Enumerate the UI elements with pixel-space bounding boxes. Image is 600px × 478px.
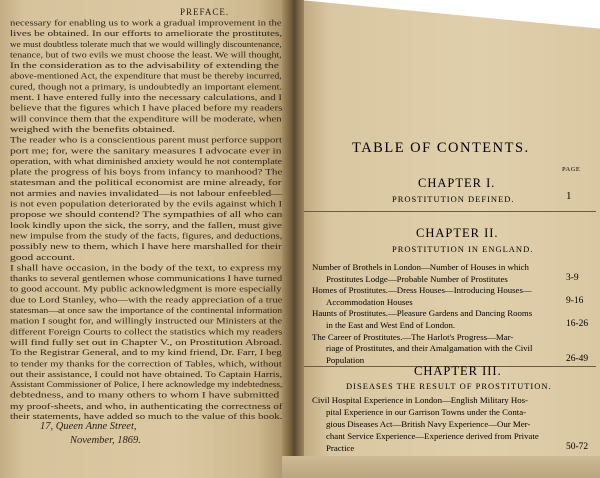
preface-line: not armies and navies invalidated—is not labour enfeebled— <box>10 188 283 198</box>
preface-line: out their assistance, I could not have obtained. To Captain Harris, <box>10 369 283 379</box>
preface-line: look kindly upon the sick, the sorry, and the fallen, must give <box>10 220 282 230</box>
toc-entry-text: riage of Prostitutes, and their Amalgamation with the Civil <box>326 343 533 354</box>
chapter-1-number: CHAPTER I. <box>418 176 496 190</box>
preface-line: is not even population deteriorated by the evils against which I <box>10 199 283 209</box>
preface-line: my proof-sheets, and who, in authenticating the correctness of <box>10 401 283 411</box>
preface-line: necessary for enabling us to work a gradual improvement in the <box>10 18 282 28</box>
chapter-2-subtitle: PROSTITUTION IN ENGLAND. <box>392 244 534 254</box>
toc-entry-text: Accommodation Houses <box>326 296 413 307</box>
preface-line: above-mentioned Act, the expenditure that must be thereby incurred, <box>10 71 282 81</box>
toc-entry-text: Number of Brothels in London—Number of Houses in which <box>312 262 529 272</box>
book-gutter <box>282 0 304 478</box>
toc-entry-text: Prostitutes Lodge—Probable Number of Prostitutes <box>326 273 508 284</box>
signature-date: November, 1869. <box>70 435 141 446</box>
preface-line: Assistant Commissioner of Police, I here acknowledge my indebtedness, <box>10 380 283 390</box>
preface-line: to good account. My public acknowledgment is more especially <box>10 284 282 294</box>
page-edges <box>282 456 600 478</box>
preface-line: weighed with the benefits obtained. <box>10 125 176 135</box>
preface-line: will convince them that the expenditure will be moderate, when <box>10 114 282 124</box>
preface-line: mation I sought for, and willingly instructed our Ministers at the <box>10 316 283 326</box>
chapter-3-number: CHAPTER III. <box>414 364 502 378</box>
preface-line: cured, though not a primary, is undoubtedly an important element. <box>10 82 283 92</box>
preface-line: different Foreign Courts to collect the statistics which my readers <box>10 327 283 337</box>
toc-entry-page: 16-26 <box>566 319 589 329</box>
toc-entry-text: Civil Hospital Experience in London—English Military Hos- <box>312 395 528 405</box>
preface-line: plate the progress of his boys from infancy to manhood? The <box>10 167 283 177</box>
preface-line: will find fully set out in Chapter V., on Prostitution Abroad. <box>10 337 283 347</box>
toc-entry-text: in the East and West End of London. <box>326 320 456 330</box>
preface-line: new impulse from the study of the facts, figures, and deductions, <box>10 231 283 241</box>
page-column-label: PAGE <box>562 166 581 173</box>
toc-entry-text: The Career of Prostitutes.—The Harlot's Progress—Mar- <box>312 331 514 342</box>
toc-entry-text: Homes of Prostitutes.—Dress Houses—Introducing Houses— <box>312 285 532 296</box>
preface-line: I shall have occasion, in the body of the text, to express my <box>10 263 282 273</box>
preface-line: debtedness, and to many others to whom I have submitted <box>10 390 280 401</box>
preface-line: The reader who is a conscientious parent must perforce support <box>10 135 282 145</box>
preface-line: operation, with what diminished anxiety would he not contemplate <box>10 156 283 167</box>
toc-entry-page: 3-9 <box>566 272 579 283</box>
preface-line: In the consideration as to the advisability of extending the <box>10 61 279 71</box>
preface-line: due to Lord Stanley, who—with the ready appreciation of a true <box>10 295 283 305</box>
preface-line: tenance, but of two evils we must choose the least. We will thought, <box>10 50 282 60</box>
preface-line: believe that the figures which I have placed before my readers <box>10 103 283 113</box>
signature-address: 17, Queen Anne Street, <box>40 421 137 432</box>
toc-entry-text: pital Experience in our Garrison Towns under the Conta- <box>326 407 527 417</box>
preface-line: statesman—at once saw the importance of the continental information <box>10 305 283 315</box>
preface-line: their statements, have added so much to the value of this book. <box>10 412 283 422</box>
signature <box>40 420 141 448</box>
toc-entry-text: chant Service Experience—Experience derived from Private <box>326 431 539 441</box>
toc-entry-text: gious Diseases Act—British Navy Experience—Our Mer- <box>326 419 531 429</box>
toc-entry-text: Haunts of Prostitutes.—Pleasure Gardens and Dancing Rooms <box>312 308 533 319</box>
toc-entry-page: 50-72 <box>566 442 589 452</box>
preface-line: thanks to several gentlemen whose communications I have turned <box>10 273 283 284</box>
chapter-3-subtitle: DISEASES THE RESULT OF PROSTITUTION. <box>346 381 552 391</box>
preface-lines <box>10 18 282 422</box>
preface-line: lives be obtained. In our efforts to ameliorate the prostitutes, <box>10 29 283 39</box>
chapter-1-page: 1 <box>566 190 572 202</box>
preface-line: To the Registrar General, and to my kind friend, Dr. Farr, I beg <box>10 348 282 358</box>
preface-line: possibly new to them, which I have here marshalled for their <box>10 242 282 252</box>
running-head: PREFACE. <box>180 7 230 17</box>
preface-line: to tender my thanks for the correction of Tables, which, without <box>10 359 282 369</box>
toc-entry-page: 26-49 <box>566 353 589 364</box>
toc-entry-page: 9-16 <box>566 295 584 306</box>
chapter-2-number: CHAPTER II. <box>416 226 499 240</box>
toc-entry-text: Practice <box>326 443 355 453</box>
toc-entry-text: Population <box>326 354 365 365</box>
preface-line: port me; for, were the sanitary measures I advocate ever in <box>10 146 282 156</box>
chapter-1-subtitle: PROSTITUTION DEFINED. <box>392 194 515 204</box>
preface-line: we must doubtless tolerate much that we would willingly discountenance, <box>10 39 282 50</box>
preface-line: propose we should contend? The sympathies of all who can <box>10 210 283 220</box>
toc-title: TABLE OF CONTENTS. <box>352 140 530 156</box>
preface-line: ment. I have entered fully into the necessary calculations, and I <box>10 93 282 103</box>
divider <box>304 211 596 212</box>
preface-line: statesman and the political economist are mine already, for <box>10 178 282 188</box>
preface-line: good account. <box>10 252 76 262</box>
